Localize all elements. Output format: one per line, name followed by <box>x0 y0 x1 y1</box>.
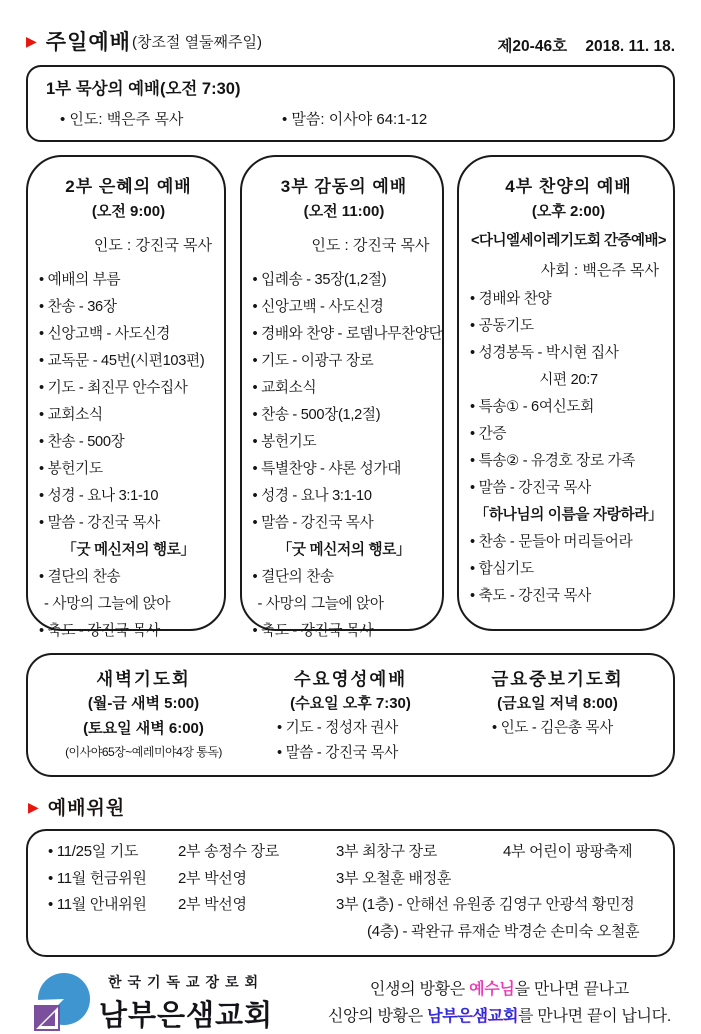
jesus-highlight: 예수님 <box>469 980 515 998</box>
committee-cell: • 11/25일 기도 <box>48 843 139 860</box>
service-3-box <box>240 155 444 639</box>
order-item: • 찬송 - 36장 <box>39 299 117 315</box>
committee-row <box>48 919 657 946</box>
friday-prayer-column <box>454 666 661 766</box>
committee-cell <box>503 866 657 893</box>
scripture-reference: 시편 20:7 <box>539 372 598 388</box>
order-item: • 경배와 찬양 - 로뎀나무찬양단 <box>252 326 443 342</box>
committee-cell: 3부 최창구 장로 <box>336 843 437 860</box>
committee-cell: 3부 오철훈 배정훈 <box>336 869 452 887</box>
order-item: • 말씀 - 강진국 목사 <box>470 480 591 496</box>
order-item: • 특송① - 6여신도회 <box>470 399 595 415</box>
service-3-order <box>252 267 443 645</box>
order-item: • 찬송 - 500장(1,2절) <box>252 407 381 423</box>
committee-heading <box>28 793 675 820</box>
order-item: • 성경 - 요나 3:1-10 <box>252 488 372 504</box>
slogan-line-2 <box>328 1003 671 1031</box>
order-item: • 신앙고백 - 사도신경 <box>252 299 384 315</box>
church-name: 남부은샘교회 <box>99 1000 274 1032</box>
service-1-row <box>46 108 655 129</box>
slogan-line-1 <box>328 976 671 1004</box>
order-item: • 교독문 - 45번(시편103편) <box>39 353 205 369</box>
service-2-title: 2부 은혜의 예배 <box>65 177 192 196</box>
service-3-leader: 인도 : 강진국 목사 <box>311 237 430 254</box>
friday-prayer-items <box>454 716 661 741</box>
order-item: • 말씀 - 강진국 목사 <box>252 515 374 531</box>
committee-cell <box>48 919 178 946</box>
church-logo-icon <box>32 972 90 1034</box>
order-item: • 예배의 부름 <box>39 272 121 288</box>
dawn-prayer-column <box>40 666 247 766</box>
order-item: • 공동기도 <box>470 318 534 334</box>
red-triangle-icon: ▶ <box>28 798 39 815</box>
church-logo-text <box>99 972 273 1034</box>
section-subtitle: (창조절 열둘째주일) <box>131 33 263 51</box>
church-logo <box>32 972 273 1034</box>
footer <box>26 972 675 1034</box>
committee-cell: 3부 (1층) - 안해선 유원종 김영구 안광석 황민정 <box>336 896 635 913</box>
section-title: 주일예배 <box>45 31 131 54</box>
order-item: • 특별찬양 - 샤론 성가대 <box>252 461 402 477</box>
service-4-note: <다니엘세이레기도회 간증예배> <box>470 233 667 249</box>
bulletin-header <box>26 26 675 56</box>
committee-cell: 2부 박선영 <box>178 869 247 887</box>
order-item: • 기도 - 정성자 권사 <box>277 720 398 736</box>
order-item: • 성경 - 요나 3:1-10 <box>39 488 159 504</box>
wednesday-service-column <box>247 666 454 766</box>
sermon-title: 「굿 메신저의 행로」 <box>277 542 411 558</box>
committee-cell <box>503 919 657 946</box>
service-2-time: (오전 9:00) <box>91 203 166 220</box>
order-item: • 말씀 - 강진국 목사 <box>39 515 160 531</box>
order-subitem: - 사망의 그늘에 앉아 <box>257 596 384 612</box>
committee-row <box>48 839 657 866</box>
committee-cell: 4부 어린이 팡팡축제 <box>503 843 633 860</box>
order-subitem: - 사망의 그늘에 앉아 <box>44 596 171 612</box>
order-item: • 인도 - 김은총 목사 <box>492 720 613 736</box>
order-item: • 입례송 - 35장(1,2절) <box>252 272 387 288</box>
order-item: • 결단의 찬송 <box>39 569 121 585</box>
committee-cell: 2부 송정수 장로 <box>178 843 279 860</box>
order-item: • 교회소식 <box>252 380 317 396</box>
dawn-prayer-time-2: (토요일 새벽 6:00) <box>83 720 204 737</box>
slogan-text: 를 만나면 끝이 납니다. <box>518 1008 671 1025</box>
service-4-box <box>457 155 675 631</box>
sermon-title: 「하나님의 이름을 자랑하라」 <box>474 507 663 523</box>
friday-prayer-title: 금요중보기도회 <box>491 669 624 689</box>
wednesday-service-items <box>247 716 454 766</box>
service-1-sermon: • 말씀: 이사야 64:1-12 <box>282 111 428 128</box>
church-highlight: 남부은샘교회 <box>427 1008 518 1025</box>
order-item: • 특송② - 유경호 장로 가족 <box>470 453 636 469</box>
order-item: • 기도 - 이광구 장로 <box>252 353 374 369</box>
service-3-time: (오전 11:00) <box>303 203 385 220</box>
order-item: • 교회소식 <box>39 407 103 423</box>
order-item: • 축도 - 강진국 목사 <box>39 623 160 639</box>
service-1-leader: • 인도: 백은주 목사 <box>60 111 184 128</box>
service-columns <box>26 155 675 639</box>
service-2-order <box>39 267 218 645</box>
friday-prayer-time: (금요일 저녁 8:00) <box>497 695 618 712</box>
committee-title: 예배위원 <box>47 798 126 819</box>
order-item: • 봉헌기도 <box>252 434 317 450</box>
committee-cell: • 11월 헌금위원 <box>48 869 147 887</box>
service-4-leader: 사회 : 백은주 목사 <box>540 262 659 279</box>
service-2-leader: 인도 : 강진국 목사 <box>93 237 212 254</box>
dawn-prayer-note: (이사야65장~예레미야4장 통독) <box>65 745 222 759</box>
slogan-text: 신앙의 방황은 <box>327 1008 428 1025</box>
service-3-title: 3부 감동의 예배 <box>280 177 408 196</box>
sunday-worship-heading <box>26 26 262 56</box>
dawn-prayer-time-1: (월-금 새벽 5:00) <box>87 695 200 712</box>
slogan-text: 인생의 방황은 <box>369 980 470 998</box>
committee-cell: (4층) - 곽완규 류재순 박경순 손미숙 오철훈 <box>367 922 640 940</box>
committee-row <box>48 866 657 893</box>
weekly-meetings-box <box>26 653 675 777</box>
committee-box <box>26 829 675 957</box>
order-item: • 성경봉독 - 박시현 집사 <box>470 345 619 361</box>
order-item: • 결단의 찬송 <box>252 569 334 585</box>
service-1-title: 1부 묵상의 예배(오전 7:30) <box>46 80 241 98</box>
order-item: • 찬송 - 문들아 머리들어라 <box>470 534 633 550</box>
committee-row <box>48 892 657 919</box>
order-item: • 축도 - 강진국 목사 <box>252 623 374 639</box>
order-item: • 합심기도 <box>470 561 534 577</box>
service-4-time: (오후 2:00) <box>531 203 606 220</box>
slogan <box>328 976 671 1031</box>
slogan-text: 을 만나면 끝나고 <box>514 980 629 998</box>
service-4-order <box>470 286 667 610</box>
order-item: • 봉헌기도 <box>39 461 103 477</box>
order-item: • 간증 <box>470 426 507 442</box>
order-item: • 기도 - 최진무 안수집사 <box>39 380 188 396</box>
wednesday-service-time: (수요일 오후 7:30) <box>290 695 411 712</box>
committee-cell: • 11월 안내위원 <box>48 896 147 913</box>
bulletin-date: 2018. 11. 18. <box>585 38 675 55</box>
issue-and-date <box>497 34 675 56</box>
service-1-box <box>26 65 675 142</box>
order-item: • 찬송 - 500장 <box>39 434 125 450</box>
dawn-prayer-title: 새벽기도회 <box>96 669 191 689</box>
service-2-box <box>26 155 226 639</box>
order-item: • 경배와 찬양 <box>470 291 552 307</box>
order-item: • 신앙고백 - 사도신경 <box>39 326 171 342</box>
order-item: • 축도 - 강진국 목사 <box>470 588 591 604</box>
committee-cell <box>178 919 336 946</box>
service-4-title: 4부 찬양의 예배 <box>505 177 632 196</box>
committee-cell <box>503 892 657 919</box>
red-triangle-icon: ▶ <box>26 33 37 49</box>
issue-number: 제20-46호 <box>497 38 568 55</box>
order-item: • 말씀 - 강진국 목사 <box>277 745 398 761</box>
wednesday-service-title: 수요영성예배 <box>293 669 408 689</box>
sermon-title: 「굿 메신저의 행로」 <box>62 542 195 558</box>
denomination-name: 한국기독교장로회 <box>107 974 265 990</box>
committee-cell: 2부 박선영 <box>178 896 247 913</box>
